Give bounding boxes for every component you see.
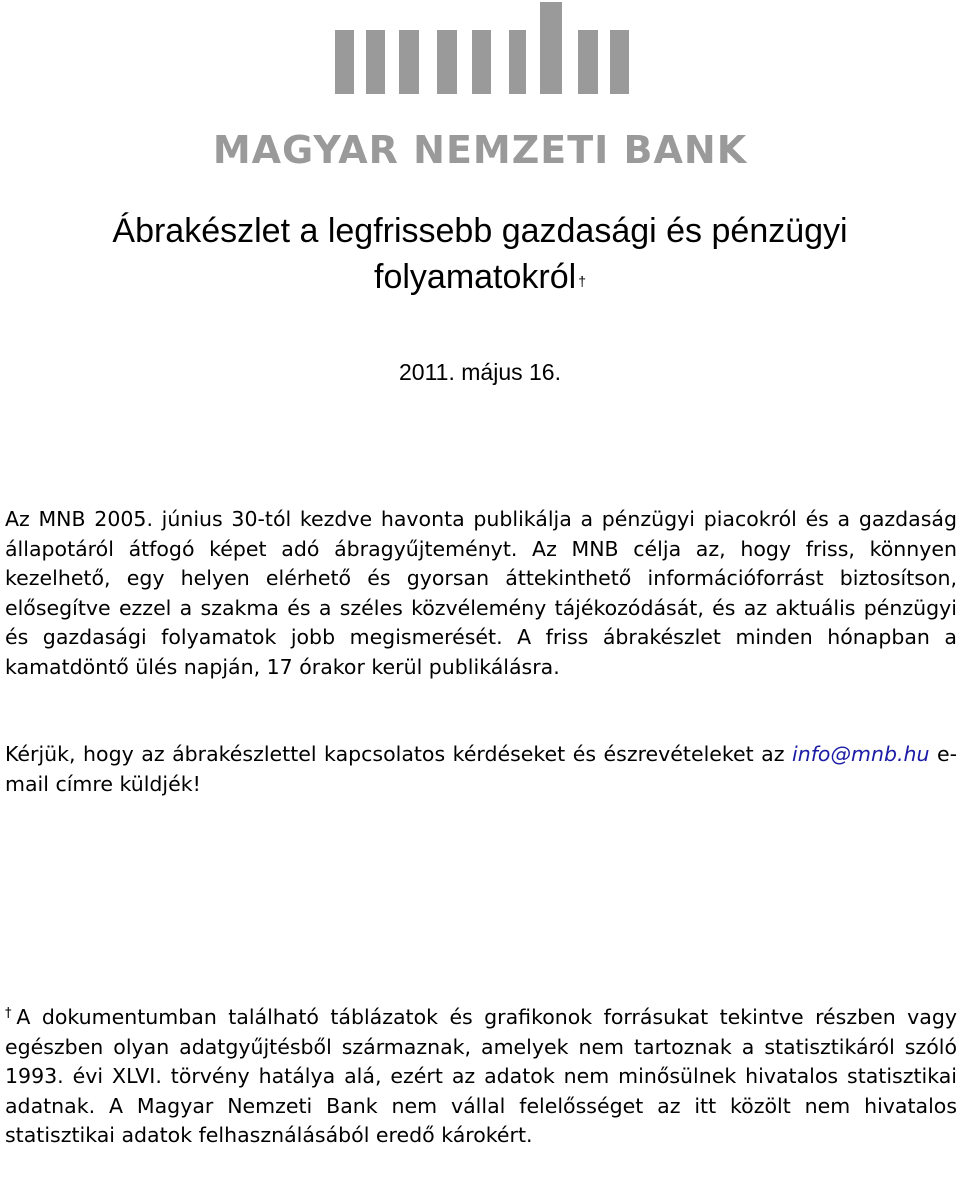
logo-bar-3 [399, 30, 419, 94]
title-line-2 [0, 254, 960, 300]
footnote [5, 1003, 957, 1151]
mnb-logo [210, 0, 750, 170]
contact-text-before: Kérjük, hogy az ábrakészlettel kapcsolatos kérdéseket és észrevételeket az [5, 742, 793, 766]
logo-bar-6 [509, 30, 526, 94]
mnb-logo-bars [210, 0, 750, 120]
footnote-text: A dokumentumban található táblázatok és grafikonok forrásukat tekintve részben vagy egészben olyan adatgyűjtésből származnak, amelyek nem tartoznak a statisztikáról szóló 1993. évi XLVI. törvény hatálya alá, ezért az adatok nem minősülnek hivatalos statisztikai adatnak. A Magyar Nemzeti Bank nem vállal felelősséget az itt közölt nem hivatalos statisztikai adatok felhasználásából eredő károkért. [5, 1005, 957, 1147]
title-footnote-mark: † [578, 273, 586, 289]
logo-bar-4 [437, 30, 457, 94]
logo-bar-1 [335, 30, 354, 94]
title-line-2-text: folyamatokról [374, 258, 577, 296]
document-title [0, 208, 960, 300]
logo-bar-7 [540, 2, 562, 94]
logo-wordmark: MAGYAR NEMZETI BANK [212, 128, 748, 172]
contact-text-after: e-mail címre küldjék! [5, 742, 957, 796]
logo-bar-5 [472, 30, 491, 94]
title-line-1: Ábrakészlet a legfrissebb gazdasági és pénzügyi [112, 212, 848, 250]
logo-bar-8 [578, 30, 598, 94]
logo-bar-9 [610, 30, 629, 94]
email-link[interactable]: info@mnb.hu [792, 742, 930, 766]
publication-date: 2011. május 16. [399, 359, 561, 385]
logo-bar-2 [366, 30, 385, 94]
contact-paragraph [5, 740, 957, 799]
intro-paragraph: Az MNB 2005. június 30-tól kezdve havonta publikálja a pénzügyi piacokról és a gazdaság állapotáról átfogó képet adó ábragyűjteményt. Az MNB célja az, hogy friss, könnyen kezelhető, egy helyen elérhető és gyorsan áttekinthető információforrást biztosítson, elősegítve ezzel a szakma és a széles közvélemény tájékozódását, és az aktuális pénzügyi és gazdasági folyamatok jobb megismerését. A friss ábrakészlet minden hónapban a kamatdöntő ülés napján, 17 órakor kerül publikálásra. [5, 507, 957, 679]
footnote-mark: † [5, 1006, 17, 1021]
